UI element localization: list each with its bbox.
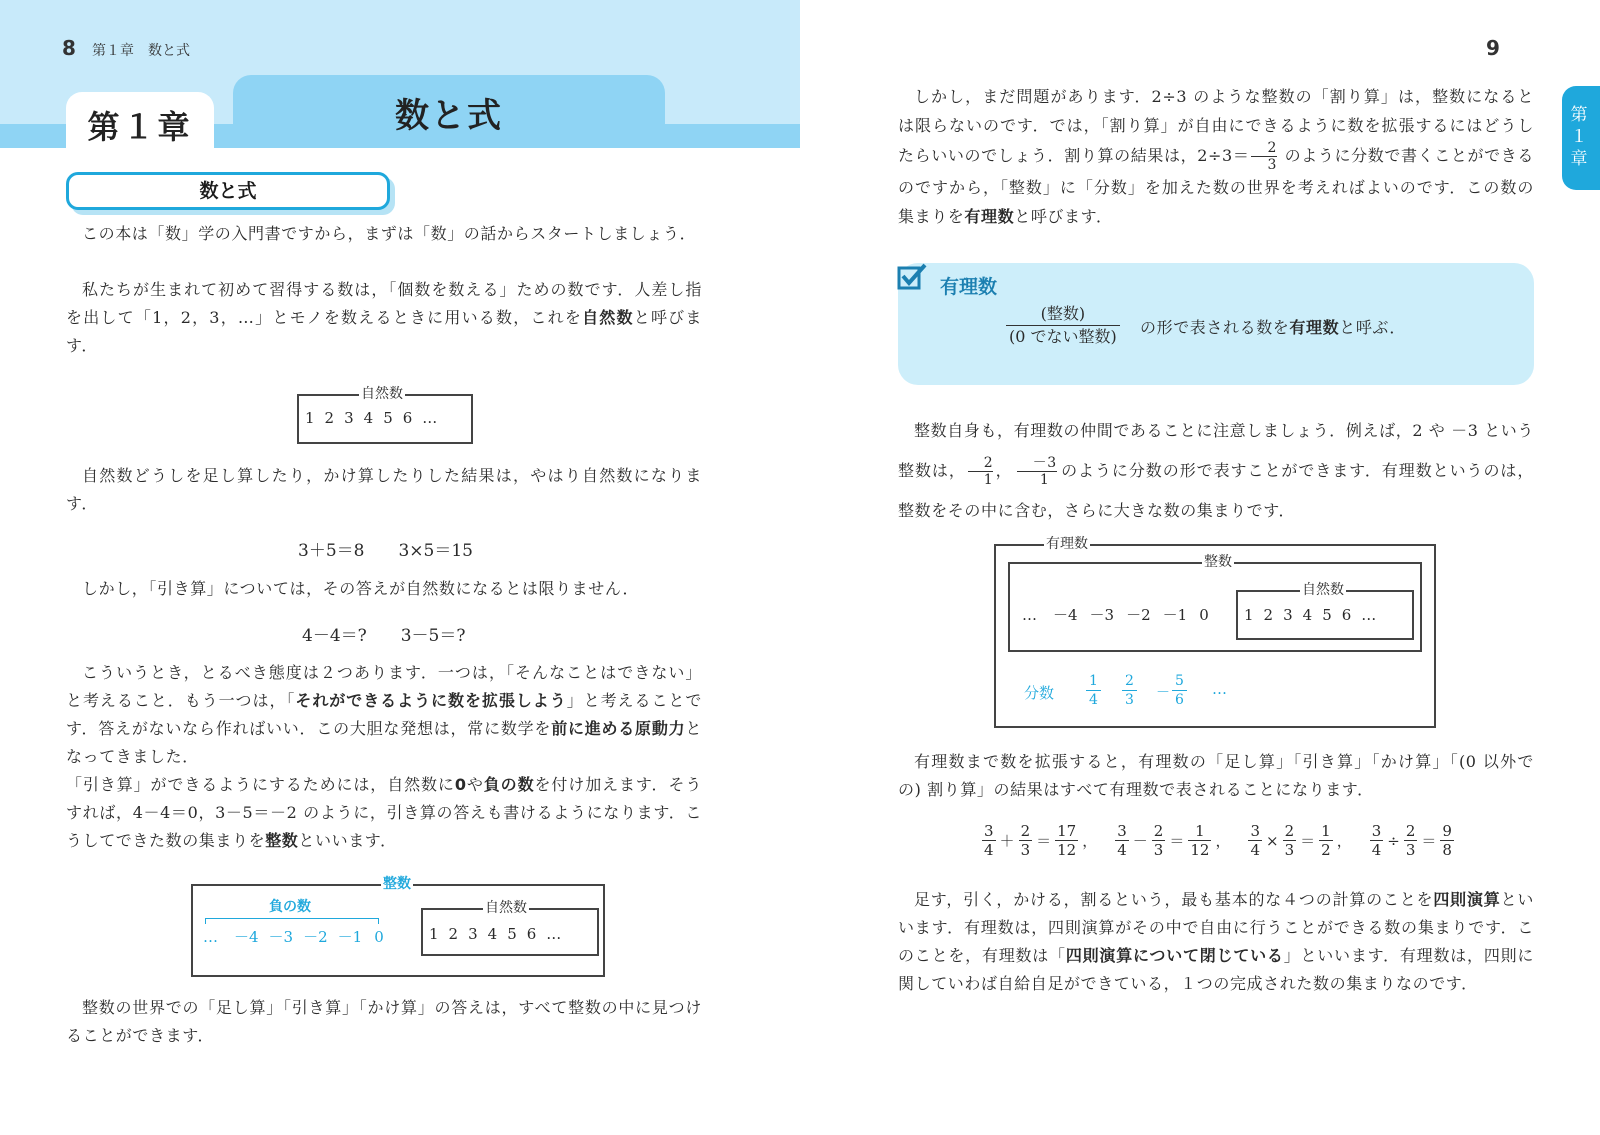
separator: ， [1082,831,1098,850]
paragraph-5: こういうとき，とるべき態度は２つあります．一つは，「そんなことはできない」と考えること．もう一つは，「それができるように数を拡張しよう」と考えることです．答えがないなら作ればいい．この大胆な発想は，常に数学を前に進める原動力となってきました． [66,663,702,766]
fraction-minus-sign: － [1156,685,1170,701]
definition-title: 有理数 [940,276,998,298]
equation-4 [1368,822,1456,859]
fraction-two-over-one: $\frac{2}{1}$ [968,455,994,488]
rational-integer-values: … －4 －3 －2 －1 0 [1022,606,1209,624]
operand-a [982,822,996,859]
rational-natural-values: 1 2 3 4 5 6 … [1244,606,1377,624]
rational-integer-label: 整数 [1204,554,1232,570]
paragraph-4: しかし，「引き算」については，その答えが自然数になるとは限りません． [82,579,640,598]
result [1440,822,1454,859]
negative-number-label: 負の数 [269,899,311,915]
right-paragraph-2: 整数自身も，有理数の仲間であることに注意しましょう．例えば，2 や －3 という整数は， $\frac{2}{1}$ ， $\frac{-3}{1}$ のように分数の形で表すことができます．有理数というのは，整数をその中に含む，さらに大きな数の集まりです． [898,421,1534,520]
operator: ÷ [1387,831,1400,850]
integer-box-label: 整数 [383,876,411,892]
natural-number-box [297,386,473,444]
check-icon [897,262,927,292]
page-number-left: 8 [62,36,76,60]
result [1055,822,1078,859]
paragraph-2: 私たちが生まれて初めて習得する数は，「個数を数える」ための数です．人差し指を出して「1，2，3，…」とモノを数えるときに用いる数，これを自然数と呼びます． [66,280,702,355]
chapter-title: 数と式 [395,96,503,136]
arithmetic-equation-row [980,822,1470,872]
operand-a [1370,822,1384,859]
fraction-numerator: 3 [1371,822,1382,840]
fraction-numerator: 9 [1442,822,1452,840]
separator: ， [1215,831,1231,850]
chapter-side-tab-label: 第１章 [1570,105,1588,169]
fraction-denominator: 4 [984,841,994,859]
operand-a [1248,822,1262,859]
chapter-label: 第１章 [87,108,193,146]
equals-sign: ＝ [1169,831,1185,850]
rational-natural-label: 自然数 [1302,582,1344,598]
operator: － [1132,831,1148,850]
fraction-numerator: 2 [1020,822,1031,840]
fraction-numerator: 17 [1057,822,1077,840]
equals-sign: ＝ [1421,831,1437,850]
section-heading [66,172,390,210]
fraction-numerator: 2 [1405,822,1416,840]
integer-box [191,876,605,977]
operand-b [1283,822,1297,859]
equation-add-multiply: 3＋5＝8 3×5＝15 [298,541,473,561]
operand-b [1152,822,1166,859]
paragraph-3: 自然数どうしを足し算したり，かけ算したりした結果は，やはり自然数になります． [66,466,702,513]
equals-sign: ＝ [1300,831,1316,850]
equation-2 [1113,822,1232,859]
rational-box-label: 有理数 [1046,536,1088,552]
fraction-denominator: 3 [1020,841,1031,859]
fraction-denominator: 8 [1442,841,1452,859]
section-title: 数と式 [199,180,257,202]
equation-subtract: 4－4＝? 3－5＝? [302,626,466,646]
definition-text: の形で表される数を有理数と呼ぶ． [1140,318,1406,337]
fraction-denominator: 12 [1057,841,1077,859]
fraction-two-thirds-box: $\frac{2}{3}$ [1122,672,1137,709]
natural-box-values: 1 2 3 4 5 6 … [305,409,438,427]
fraction-one-quarter: $\frac{1}{4}$ [1086,672,1101,709]
fraction-numerator: 2 [1284,822,1295,840]
fraction-denominator: 3 [1153,841,1164,859]
operator: × [1266,831,1279,850]
integer-box-negatives: … －4 －3 －2 －1 0 [203,928,384,946]
fraction-two-thirds: $\frac{2}{3}$ [1251,140,1277,173]
fraction-denominator: 12 [1190,841,1210,859]
fraction-ellipsis: … [1212,680,1227,698]
fraction-minus-three-over-one: $\frac{-3}{1}$ [1017,455,1057,488]
rational-number-box [994,536,1436,728]
paragraph-6: 「引き算」ができるようにするためには，自然数に0や負の数を付け加えます．そうすれば，4－4＝0，3－5＝－2 のように，引き算の答えも書けるようになります．こうしてできた数の集まりを整数といいます． [66,775,702,850]
result [1188,822,1211,859]
right-paragraph-3: 有理数まで数を拡張すると，有理数の「足し算」「引き算」「かけ算」「(0 以外での) 割り算」の結果はすべて有理数で表されることになります． [898,752,1534,799]
equals-sign: ＝ [1036,831,1052,850]
page-number-right: 9 [1486,36,1500,60]
fraction-denominator: 4 [1371,841,1382,859]
result [1319,822,1333,859]
fraction-numerator: 2 [1153,822,1164,840]
fraction-numerator: 3 [1250,822,1261,840]
fraction-numerator: 3 [984,822,994,840]
right-paragraph-4: 足す，引く，かける，割るという，最も基本的な４つの計算のことを四則演算といいます．有理数は，四則演算がその中で自由に行うことができる数の集まりです．このことを，有理数は「四則演算について閉じている」といいます．有理数は，四則に関していわば自給自足ができている，１つの完成された数の集まりなのです． [898,890,1534,993]
running-head: 第１章 数と式 [92,43,190,59]
negative-number-bracket [205,918,379,924]
fraction-denominator: 4 [1117,841,1127,859]
right-paragraph-1: しかし，まだ問題があります．2÷3 のような整数の「割り算」は，整数になるとは限らないのです．では，「割り算」が自由にできるように数を拡張するにはどうしたらいいのでしょう．割り算の結果は，2÷3＝ $\frac{2}{3}$ のように分数で書くことができるのですから，「整数」に「分数」を加えた数の世界を考えればよいのです．この数の集まりを有理数と呼びます． [898,87,1535,226]
integer-inner-natural-label: 自然数 [485,900,527,916]
fraction-denominator: 2 [1321,841,1331,859]
fraction-denominator: 4 [1250,841,1261,859]
paragraph-1: この本は「数」学の入門書ですから，まずは「数」の話からスタートしましょう． [82,224,697,243]
fraction-numerator: 1 [1321,822,1331,840]
equation-3 [1246,822,1353,859]
fraction-denominator: 3 [1284,841,1295,859]
separator: ， [1336,831,1352,850]
fraction-label: 分数 [1024,684,1055,702]
rational-inner-integer-box [1008,554,1422,652]
rational-inner-natural-box [1236,582,1414,640]
fraction-denominator: 3 [1405,841,1416,859]
operand-b [1404,822,1418,859]
operand-a [1115,822,1129,859]
fraction-five-sixths: $\frac{5}{6}$ [1172,672,1187,709]
fraction-numerator: 3 [1117,822,1127,840]
paragraph-7: 整数の世界での「足し算」「引き算」「かけ算」の答えは，すべて整数の中に見つけることができます． [66,998,702,1045]
equation-1 [980,822,1099,859]
natural-box-label: 自然数 [361,386,403,402]
integer-inner-natural-values: 1 2 3 4 5 6 … [429,925,562,943]
definition-fraction: (整数) (0 でない整数) [1006,303,1120,348]
operand-b [1019,822,1033,859]
fraction-numerator: 1 [1188,822,1211,841]
integer-inner-natural-box [421,900,599,956]
operator: ＋ [999,831,1015,850]
